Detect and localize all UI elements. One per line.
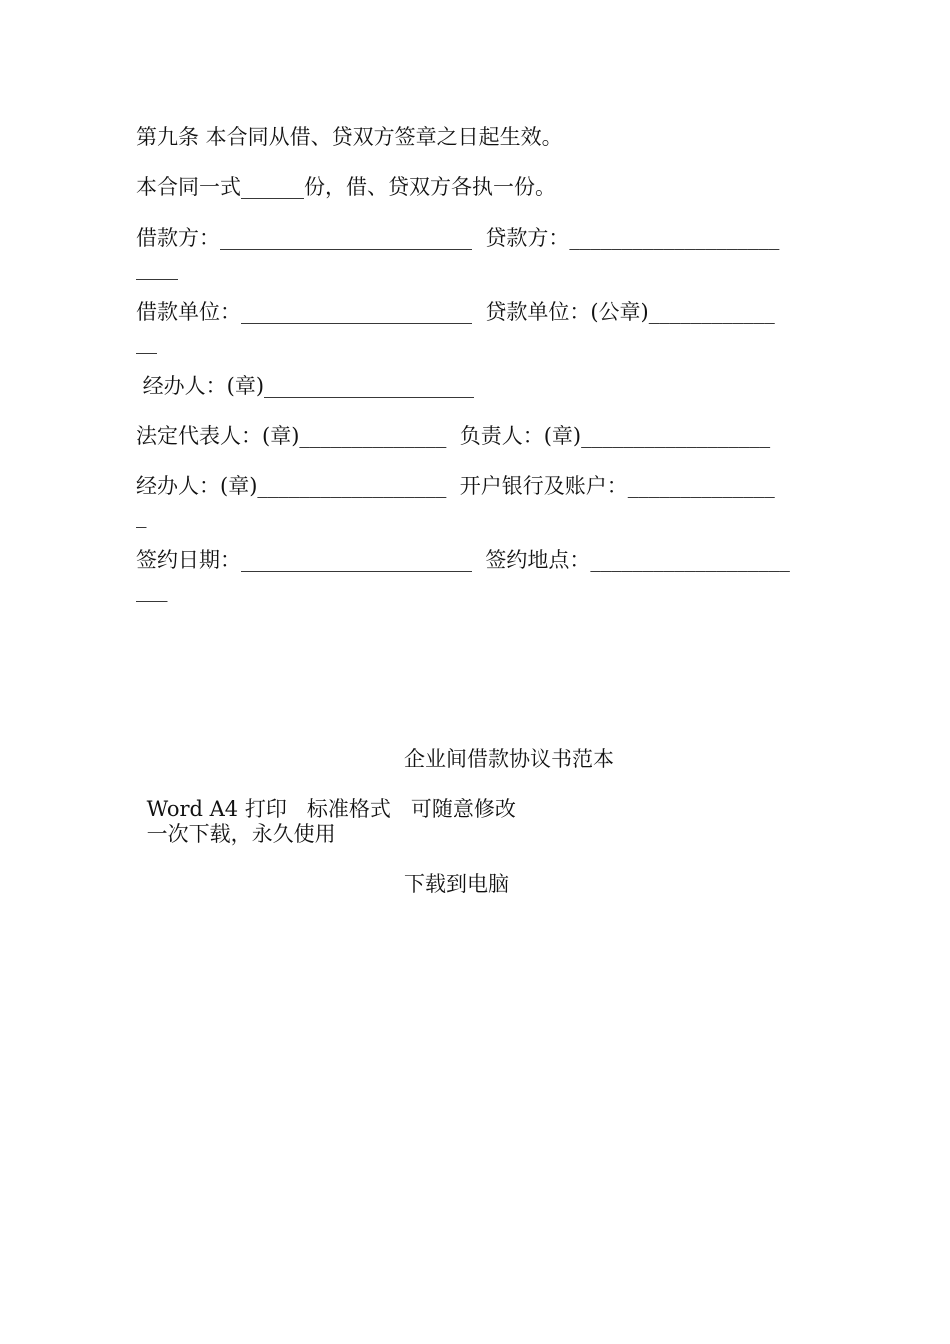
- promo-usage: 一次下载，永久使用: [140, 822, 336, 846]
- handler-bank-wrap: _: [136, 504, 147, 528]
- borrower-unit-wrap: __: [136, 330, 157, 354]
- download-button[interactable]: 下载到电脑: [404, 872, 509, 896]
- article-9-text: 第九条 本合同从借、贷双方签章之日起生效。: [136, 125, 563, 149]
- borrower-lender-line: 借款方：________________________ 贷款方：____________________: [136, 226, 780, 250]
- sign-date-place-line: 签约日期：______________________ 签约地点：___________________: [136, 548, 790, 572]
- sign-date-place-wrap: ___: [136, 578, 168, 602]
- promo-features: Word A4 打印 标准格式 可随意修改: [140, 797, 516, 821]
- borrower-lender-wrap: ____: [136, 256, 178, 280]
- copies-text: 本合同一式______份，借、贷双方各执一份。: [136, 175, 556, 199]
- handler-bank-line: 经办人：(章)__________________ 开户银行及账户：______________: [136, 474, 775, 498]
- legal-rep-line: 法定代表人：(章)______________ 负责人：(章)__________________: [136, 424, 771, 448]
- promo-title: 企业间借款协议书范本: [404, 747, 614, 771]
- handler-line: 经办人：(章)____________________: [136, 374, 475, 398]
- borrower-unit-line: 借款单位：______________________ 贷款单位：(公章)____________: [136, 300, 775, 324]
